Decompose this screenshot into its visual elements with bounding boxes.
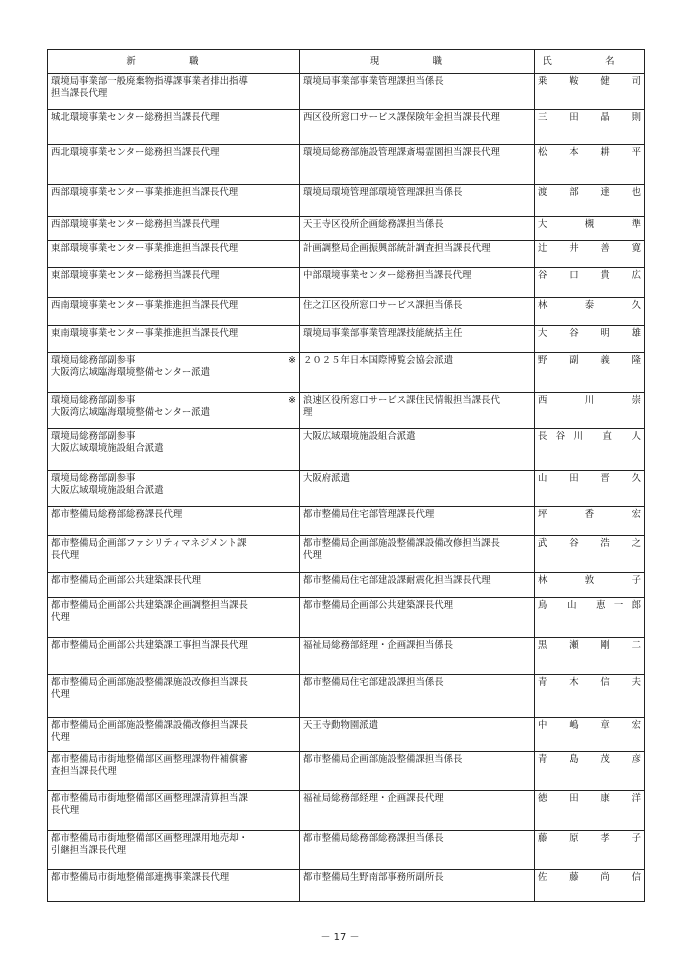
new-post-line: 代理 (51, 689, 70, 700)
current-post-cell (300, 791, 535, 831)
note-mark: ※ (288, 395, 296, 406)
current-post-cell (300, 507, 535, 536)
current-post-cell (300, 675, 535, 718)
new-post-line: 西部環境事業センター総務担当課長代理 (51, 219, 220, 230)
current-post-cell (300, 110, 535, 145)
table-row (48, 675, 645, 718)
personnel-table (47, 49, 645, 902)
current-post-cell (300, 831, 535, 870)
new-post-cell (48, 675, 300, 718)
person-name-cell: 中 嶋 章 宏 (535, 718, 645, 752)
person-name-cell: 大 槻 準 (535, 217, 645, 241)
new-post-line: 都市整備局企画部公共建築課長代理 (51, 575, 202, 586)
new-post-cell (48, 326, 300, 353)
table-row (48, 393, 645, 429)
new-post-line: 東南環境事業センター事業推進担当課長代理 (51, 328, 239, 339)
current-post-cell (300, 353, 535, 393)
table-row (48, 185, 645, 217)
person-name-cell: 大 谷 明 雄 (535, 326, 645, 353)
new-post-line: 都市整備局企画部公共建築課工事担当課長代理 (51, 640, 248, 651)
person-name-cell: 長谷川 直 人 (535, 429, 645, 471)
current-post-line: 環境局総務部施設管理課斎場霊園担当課長代理 (303, 147, 500, 158)
new-post-line: 環境局総務部副参事 (51, 395, 136, 406)
current-post-line: 計画調整局企画振興部統計調査担当課長代理 (303, 243, 491, 254)
current-post-cell (300, 573, 535, 598)
table-row (48, 217, 645, 241)
new-post-line: 都市整備局企画部施設整備課設備改修担当課長 (51, 720, 248, 731)
person-name-cell: 西 川 崇 (535, 393, 645, 429)
new-post-line: 大阪湾広域臨海環境整備センター派遣 (51, 407, 211, 418)
current-post-cell (300, 145, 535, 185)
current-post-cell (300, 429, 535, 471)
current-post-cell (300, 471, 535, 507)
person-name-cell: 谷 口 貴 広 (535, 268, 645, 298)
current-post-cell (300, 298, 535, 326)
new-post-cell (48, 429, 300, 471)
new-post-cell (48, 145, 300, 185)
person-name-cell: 黒 瀬 剛 二 (535, 638, 645, 675)
person-name-cell: 三 田 晶 則 (535, 110, 645, 145)
new-post-cell (48, 718, 300, 752)
new-post-line: 環境局総務部副参事 (51, 473, 136, 484)
table-row (48, 471, 645, 507)
current-post-cell (300, 326, 535, 353)
new-post-line: 代理 (51, 732, 70, 743)
new-post-cell (48, 471, 300, 507)
current-post-cell (300, 718, 535, 752)
person-name-cell: 藤 原 孝 子 (535, 831, 645, 870)
table-row (48, 268, 645, 298)
new-post-line: 大阪湾広域臨海環境整備センター派遣 (51, 367, 211, 378)
person-name-cell: 徳 田 康 洋 (535, 791, 645, 831)
current-post-cell (300, 870, 535, 902)
person-name-cell: 渡 部 達 也 (535, 185, 645, 217)
current-post-line: 浪速区役所窓口サービス課住民情報担当課長代 (303, 395, 500, 406)
current-post-line: 中部環境事業センター総務担当課長代理 (303, 270, 472, 281)
table-row (48, 326, 645, 353)
table-row (48, 718, 645, 752)
new-post-line: 都市整備局市街地整備部区画整理課物件補償審 (51, 754, 248, 765)
current-post-line: 天王寺区役所企画総務課担当係長 (303, 219, 444, 230)
new-post-cell (48, 217, 300, 241)
page-number: － 17 － (320, 932, 360, 943)
new-post-line: 代理 (51, 612, 70, 623)
new-post-line: 引継担当課長代理 (51, 845, 127, 856)
person-name-cell: 野 副 義 隆 (535, 353, 645, 393)
table-row (48, 353, 645, 393)
current-post-cell (300, 752, 535, 791)
person-name-cell: 林 敦 子 (535, 573, 645, 598)
person-name-cell: 山 田 晋 久 (535, 471, 645, 507)
person-name-cell: 青 島 茂 彦 (535, 752, 645, 791)
current-post-line: 環境局事業部事業管理課技能統括主任 (303, 328, 463, 339)
new-post-cell (48, 353, 300, 393)
new-post-line: 西部環境事業センター事業推進担当課長代理 (51, 187, 239, 198)
current-post-line: 理 (303, 407, 313, 418)
new-post-line: 環境局総務部副参事 (51, 431, 136, 442)
new-post-cell (48, 573, 300, 598)
new-post-cell (48, 74, 300, 110)
person-name-cell: 鳥 山 恵一郎 (535, 598, 645, 638)
current-post-cell (300, 185, 535, 217)
table-row (48, 598, 645, 638)
new-post-cell (48, 638, 300, 675)
new-post-line: 城北環境事業センター総務担当課長代理 (51, 112, 220, 123)
current-post-line: 環境局環境管理部環境管理課担当係長 (303, 187, 463, 198)
current-post-line: 都市整備局企画部公共建築課長代理 (303, 600, 454, 611)
current-post-cell (300, 393, 535, 429)
table-row (48, 241, 645, 268)
current-post-line: 福祉局総務部経理・企画課担当係長 (303, 640, 454, 651)
current-post-line: 天王寺動物園派遣 (303, 720, 379, 731)
new-post-line: 大阪広域環境施設組合派遣 (51, 485, 164, 496)
header-current-post: 現 職 (300, 50, 535, 74)
current-post-line: 環境局事業部事業管理課担当係長 (303, 76, 444, 87)
table-row (48, 507, 645, 536)
table-row (48, 536, 645, 573)
current-post-cell (300, 217, 535, 241)
note-mark: ※ (288, 355, 296, 366)
table-row (48, 145, 645, 185)
person-name-cell: 辻 井 善 寛 (535, 241, 645, 268)
person-name-cell: 乗 鞍 健 司 (535, 74, 645, 110)
new-post-line: 環境局事業部一般廃棄物指導課事業者排出指導 (51, 76, 248, 87)
new-post-line: 都市整備局市街地整備部連携事業課長代理 (51, 872, 230, 883)
new-post-cell (48, 870, 300, 902)
new-post-cell (48, 110, 300, 145)
current-post-cell (300, 536, 535, 573)
new-post-cell (48, 298, 300, 326)
new-post-line: 東部環境事業センター事業推進担当課長代理 (51, 243, 239, 254)
current-post-line: 都市整備局生野南部事務所副所長 (303, 872, 444, 883)
table-row (48, 831, 645, 870)
table-row (48, 74, 645, 110)
table-row (48, 429, 645, 471)
new-post-cell (48, 185, 300, 217)
table-row (48, 110, 645, 145)
new-post-line: 都市整備局総務部総務課長代理 (51, 509, 183, 520)
person-name-cell: 青 木 信 夫 (535, 675, 645, 718)
current-post-line: 福祉局総務部経理・企画課長代理 (303, 793, 444, 804)
new-post-line: 長代理 (51, 550, 80, 561)
new-post-line: 都市整備局企画部ファシリティマネジメント課 (51, 538, 247, 549)
current-post-cell (300, 268, 535, 298)
new-post-line: 査担当課長代理 (51, 766, 117, 777)
current-post-cell (300, 598, 535, 638)
new-post-line: 都市整備局企画部公共建築課企画調整担当課長 (51, 600, 248, 611)
new-post-line: 東部環境事業センター総務担当課長代理 (51, 270, 220, 281)
current-post-line: 住之江区役所窓口サービス課担当係長 (303, 300, 463, 311)
new-post-cell (48, 831, 300, 870)
new-post-line: 長代理 (51, 805, 80, 816)
new-post-line: 環境局総務部副参事 (51, 355, 136, 366)
new-post-cell (48, 241, 300, 268)
new-post-line: 西南環境事業センター事業推進担当課長代理 (51, 300, 239, 311)
person-name-cell: 武 谷 浩 之 (535, 536, 645, 573)
current-post-line: 都市整備局総務部総務課担当係長 (303, 833, 444, 844)
new-post-cell (48, 393, 300, 429)
current-post-line: ２０２５年日本国際博覧会協会派遣 (303, 355, 454, 366)
person-name-cell: 佐 藤 尚 信 (535, 870, 645, 902)
current-post-line: 都市整備局住宅部建設課担当係長 (303, 677, 444, 688)
person-name-cell: 林 泰 久 (535, 298, 645, 326)
current-post-line: 都市整備局企画部施設整備課設備改修担当課長 (303, 538, 500, 549)
table-row (48, 791, 645, 831)
new-post-cell (48, 752, 300, 791)
table-row (48, 298, 645, 326)
new-post-cell (48, 791, 300, 831)
person-name-cell: 松 本 耕 平 (535, 145, 645, 185)
current-post-line: 西区役所窓口サービス課保険年金担当課長代理 (303, 112, 500, 123)
table-header-row (48, 50, 645, 74)
new-post-line: 都市整備局市街地整備部区画整理課用地売却・ (51, 833, 248, 844)
header-new-post: 新 職 (48, 50, 300, 74)
current-post-line: 代理 (303, 550, 322, 561)
table-row (48, 870, 645, 902)
current-post-line: 都市整備局住宅部建設課耐震化担当課長代理 (303, 575, 491, 586)
new-post-cell (48, 268, 300, 298)
new-post-line: 都市整備局市街地整備部区画整理課清算担当課 (51, 793, 248, 804)
current-post-cell (300, 241, 535, 268)
new-post-cell (48, 507, 300, 536)
new-post-line: 都市整備局企画部施設整備課施設改修担当課長 (51, 677, 248, 688)
new-post-line: 大阪広域環境施設組合派遣 (51, 443, 164, 454)
current-post-line: 都市整備局住宅部管理課長代理 (303, 509, 435, 520)
new-post-line: 西北環境事業センター総務担当課長代理 (51, 147, 220, 158)
table-row (48, 752, 645, 791)
current-post-line: 大阪広域環境施設組合派遣 (303, 431, 416, 442)
current-post-cell (300, 638, 535, 675)
header-name: 氏 名 (535, 50, 645, 74)
new-post-cell (48, 536, 300, 573)
table-row (48, 573, 645, 598)
current-post-cell (300, 74, 535, 110)
new-post-line: 担当課長代理 (51, 88, 108, 99)
table-row (48, 638, 645, 675)
current-post-line: 大阪府派遣 (303, 473, 350, 484)
current-post-line: 都市整備局企画部施設整備課担当係長 (303, 754, 463, 765)
new-post-cell (48, 598, 300, 638)
person-name-cell: 坪 香 宏 (535, 507, 645, 536)
